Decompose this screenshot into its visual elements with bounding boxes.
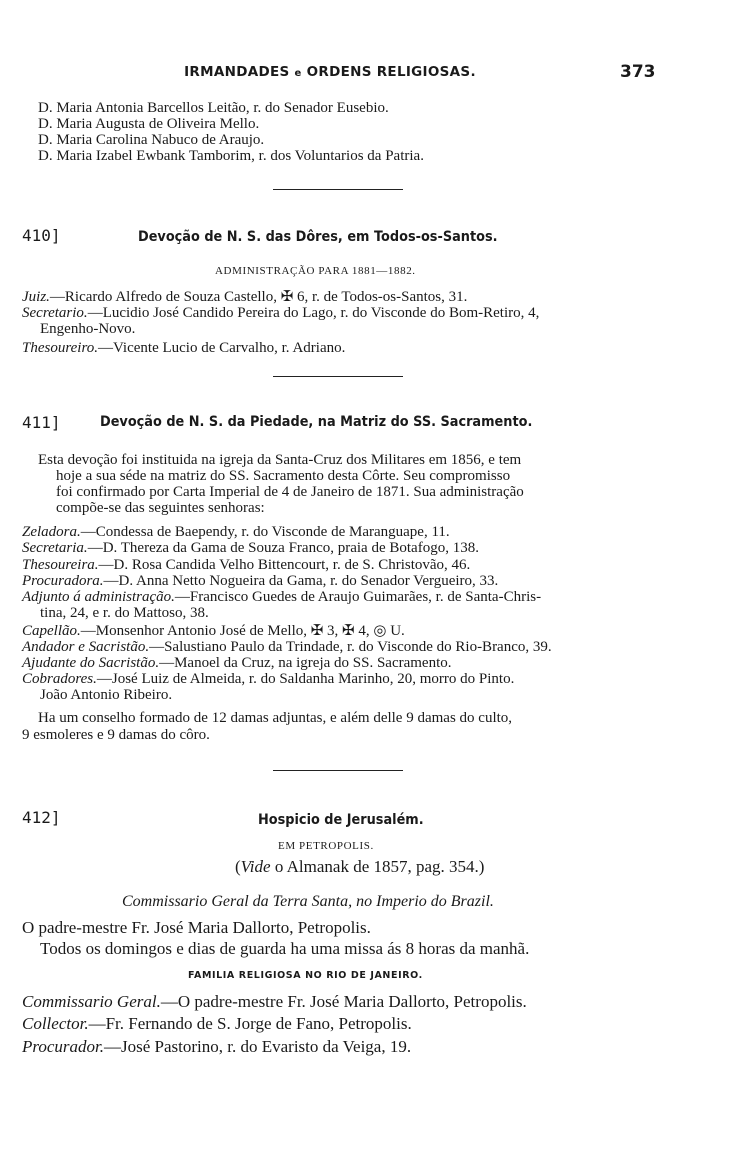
list-item: D. Maria Izabel Ewbank Tamborim, r. dos Voluntarios da Patria. [38, 148, 424, 164]
running-header [0, 64, 660, 80]
entry-thesoureira: Thesoureira.—D. Rosa Candida Velho Bittencourt, r. de S. Christovão, 46. [22, 557, 471, 573]
section-number: 411] [22, 413, 61, 432]
intro-line: hoje a sua séde na matriz do SS. Sacramento desta Côrte. Seu compromisso [56, 468, 511, 484]
header-title-part1: IRMANDADES [184, 64, 290, 80]
entry-procurador: Procurador.—José Pastorino, r. do Evaristo da Veiga, 19. [22, 1037, 412, 1056]
entry-ajudante: Ajudante do Sacristão.—Manoel da Cruz, na igreja do SS. Sacramento. [22, 655, 452, 671]
section-title: Devoção de N. S. da Piedade, na Matriz do SS. Sacramento. [100, 414, 533, 430]
entry-capellao: Capellão.—Monsenhor Antonio José de Mello, ✠ 3, ✠ 4, ◎ U. [22, 623, 405, 639]
entry-collector: Collector.—Fr. Fernando de S. Jorge de Fano, Petropolis. [22, 1014, 412, 1033]
entry-adjunto: Adjunto á administração.—Francisco Guedes de Araujo Guimarães, r. de Santa-Chris- [22, 589, 542, 605]
entry-zeladora: Zeladora.—Condessa de Baependy, r. do Visconde de Maranguape, 11. [22, 524, 450, 540]
divider [273, 376, 403, 377]
section-title: Devoção de N. S. das Dôres, em Todos-os-Santos. [138, 229, 498, 245]
place-line: EM PETROPOLIS. [278, 840, 374, 852]
intro-line: compõe-se das seguintes senhoras: [56, 500, 265, 516]
page-number: 373 [620, 62, 656, 82]
divider [273, 770, 403, 771]
vide-reference: (Vide o Almanak de 1857, pag. 354.) [235, 857, 485, 876]
entry-andador: Andador e Sacristão.—Salustiano Paulo da Trindade, r. do Visconde do Rio-Branco, 39. [22, 639, 552, 655]
header-title-conjunction: e [294, 68, 302, 79]
entry-continuation: tina, 24, e r. do Mattoso, 38. [40, 605, 209, 621]
divider [273, 189, 403, 190]
entry-commissario-geral: Commissario Geral.—O padre-mestre Fr. José Maria Dallorto, Petropolis. [22, 992, 527, 1011]
entry-continuation: João Antonio Ribeiro. [40, 687, 173, 703]
entry-cobradores: Cobradores.—José Luiz de Almeida, r. do Saldanha Marinho, 20, morro do Pinto. [22, 671, 515, 687]
administration-heading: ADMINISTRAÇÃO PARA 1881—1882. [215, 265, 416, 277]
intro-line: foi confirmado por Carta Imperial de 4 de Janeiro de 1871. Sua administração [56, 484, 524, 500]
list-item: D. Maria Antonia Barcellos Leitão, r. do Senador Eusebio. [38, 100, 389, 116]
entry-thesoureiro: Thesoureiro.—Vicente Lucio de Carvalho, r. Adriano. [22, 340, 346, 356]
list-item: D. Maria Carolina Nabuco de Araujo. [38, 132, 265, 148]
entry-secretaria: Secretaria.—D. Thereza da Gama de Souza Franco, praia de Botafogo, 138. [22, 540, 479, 556]
entry-juiz: Juiz.—Ricardo Alfredo de Souza Castello, ✠ 6, r. de Todos-os-Santos, 31. [22, 289, 468, 305]
note-line: 9 esmoleres e 9 damas do côro. [22, 727, 210, 743]
body-line: O padre-mestre Fr. José Maria Dallorto, Petropolis. [22, 918, 371, 937]
entry-continuation: Engenho-Novo. [40, 321, 136, 337]
entry-procuradora: Procuradora.—D. Anna Netto Nogueira da Gama, r. do Senador Vergueiro, 33. [22, 573, 499, 589]
note-line: Ha um conselho formado de 12 damas adjuntas, e além delle 9 damas do culto, [38, 710, 513, 726]
intro-line: Esta devoção foi instituida na igreja da Santa-Cruz dos Militares em 1856, e tem [38, 452, 522, 468]
list-item: D. Maria Augusta de Oliveira Mello. [38, 116, 260, 132]
entry-secretario: Secretario.—Lucidio José Candido Pereira do Lago, r. do Visconde do Bom-Retiro, 4, [22, 305, 540, 321]
body-line: Todos os domingos e dias de guarda ha uma missa ás 8 horas da manhã. [40, 939, 530, 958]
section-number: 412] [22, 808, 61, 827]
section-number: 410] [22, 226, 61, 245]
commissario-heading: Commissario Geral da Terra Santa, no Imperio do Brazil. [122, 893, 494, 910]
familia-heading: FAMILIA RELIGIOSA NO RIO DE JANEIRO. [188, 970, 423, 981]
header-title-part2: ORDENS RELIGIOSAS. [306, 64, 476, 80]
section-title: Hospicio de Jerusalém. [258, 812, 424, 828]
